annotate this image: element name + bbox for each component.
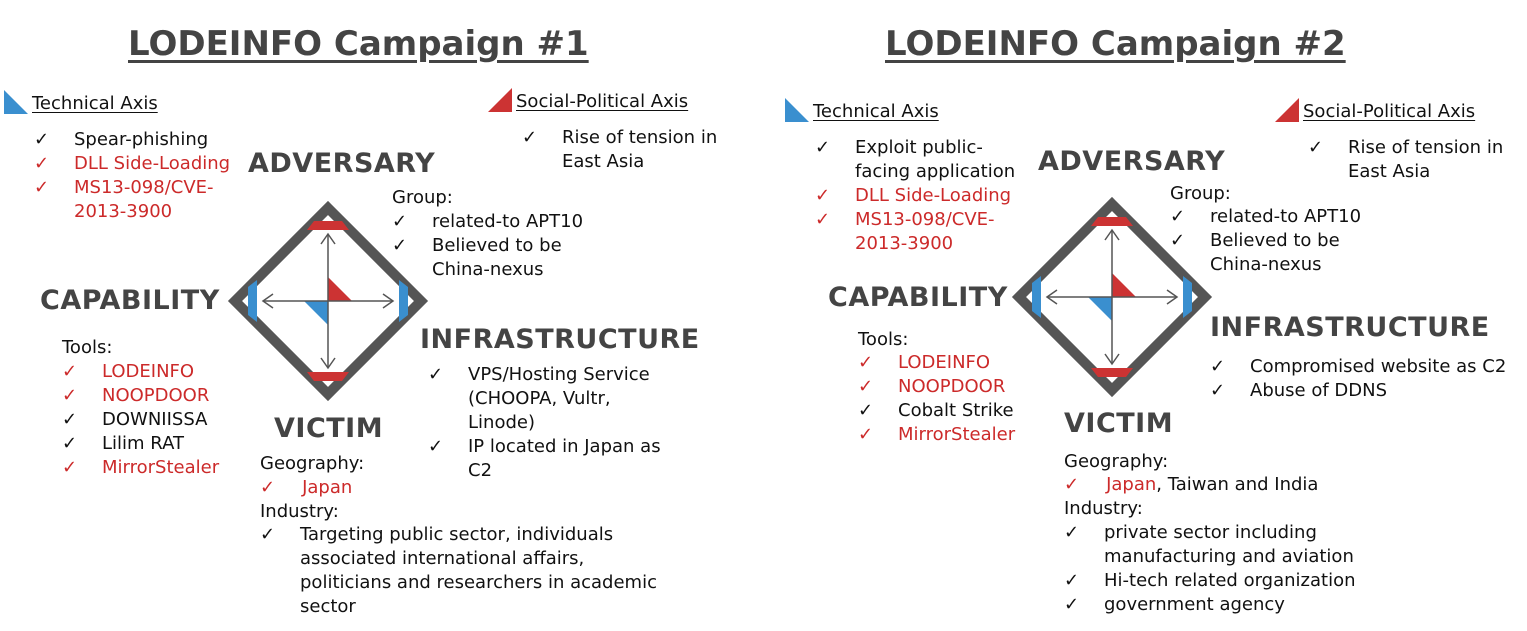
capability-vertex-marker (1032, 276, 1041, 318)
list-item (1308, 136, 1503, 184)
list-item (815, 184, 1015, 208)
check-mark: ✓ (34, 153, 50, 174)
check-mark: ✓ (34, 177, 50, 198)
blue-triangle-icon (4, 90, 28, 114)
list-item (815, 136, 1015, 184)
check-mark: ✓ (1064, 570, 1080, 591)
infrastructure-vertex-marker (1183, 276, 1192, 318)
adversary-group-label: Group: (392, 187, 453, 208)
adversary-vertex-marker (1091, 217, 1133, 226)
check-mark: ✓ (815, 209, 831, 230)
list-item (34, 176, 230, 224)
check-mark: ✓ (392, 235, 408, 256)
diamond-model-diagram (1015, 200, 1209, 394)
list-item (428, 363, 661, 435)
industry-label: Industry: (1064, 498, 1143, 519)
list-item-text: Compromised website as C2 (1250, 356, 1507, 377)
technical-axis-legend (785, 98, 939, 122)
panel-title: LODEINFO Campaign #1 (128, 24, 589, 64)
technical-axis-label: Technical Axis (813, 101, 939, 122)
adversary-vertex-marker (307, 221, 349, 230)
list-item-text: Abuse of DDNS (1250, 380, 1388, 401)
check-mark: ✓ (392, 211, 408, 232)
check-mark: ✓ (428, 436, 444, 457)
list-item-text: LODEINFO (898, 352, 991, 373)
red-triangle-icon (1275, 98, 1299, 122)
check-mark: ✓ (1170, 206, 1186, 227)
list-item (62, 384, 219, 408)
infrastructure-label: INFRASTRUCTURE (1210, 312, 1490, 343)
list-item (858, 399, 1015, 423)
check-mark: ✓ (858, 376, 874, 397)
list-item (260, 523, 657, 619)
tools-label: Tools: (62, 337, 113, 358)
technical-list (34, 128, 230, 224)
victim-vertex-marker (1091, 368, 1133, 377)
list-item-text: LODEINFO (102, 361, 195, 382)
victim-label: VICTIM (274, 413, 384, 444)
list-item (1064, 569, 1356, 593)
social-list (522, 126, 717, 174)
geography-line (260, 476, 352, 500)
geography-label: Geography: (1064, 451, 1169, 472)
blue-triangle-icon (785, 98, 809, 122)
list-item (858, 375, 1015, 399)
adversary-group-label: Group: (1170, 183, 1231, 204)
list-item-text: DOWNIISSA (102, 409, 208, 430)
list-item (858, 423, 1015, 447)
social-axis-label: Social-Political Axis (516, 91, 689, 112)
check-mark: ✓ (815, 137, 831, 158)
list-item (34, 152, 230, 176)
victim-label: VICTIM (1064, 408, 1174, 439)
list-item (62, 408, 219, 432)
technical-list (815, 136, 1015, 256)
infrastructure-label: INFRASTRUCTURE (420, 324, 700, 355)
check-mark: ✓ (62, 361, 78, 382)
social-political-axis-triangle (328, 277, 352, 301)
list-item (34, 128, 230, 152)
check-mark: ✓ (62, 385, 78, 406)
check-mark: ✓ (34, 129, 50, 150)
check-mark: ✓ (260, 477, 276, 498)
list-item-text: Hi-tech related organization (1104, 570, 1356, 591)
list-item (858, 351, 1015, 375)
check-mark: ✓ (62, 457, 78, 478)
capability-label: CAPABILITY (828, 282, 1008, 313)
social-political-axis-triangle (1112, 273, 1136, 297)
check-mark: ✓ (1064, 522, 1080, 543)
capability-label: CAPABILITY (40, 285, 220, 316)
check-mark: ✓ (522, 127, 538, 148)
list-item-text: NOOPDOOR (102, 385, 210, 406)
check-mark: ✓ (858, 424, 874, 445)
list-item-text: Believed to be China-nexus (1210, 230, 1340, 275)
technical-axis-triangle (1088, 297, 1112, 321)
adversary-label: ADVERSARY (248, 148, 436, 179)
check-mark: ✓ (62, 409, 78, 430)
list-item-text: NOOPDOOR (898, 376, 1006, 397)
industry-label: Industry: (260, 501, 339, 522)
list-item-text: Exploit public- facing application (855, 137, 1016, 182)
list-item-text: Rise of tension in East Asia (562, 127, 718, 172)
victim-vertex-marker (307, 372, 349, 381)
list-item (1210, 379, 1506, 403)
list-item-text: government agency (1104, 594, 1285, 615)
diamond-model-diagram (231, 204, 425, 398)
list-item-text: DLL Side-Loading (855, 185, 1012, 206)
infrastructure-list (1210, 355, 1506, 403)
check-mark: ✓ (1170, 230, 1186, 251)
check-mark: ✓ (428, 364, 444, 385)
list-item-text: MirrorStealer (102, 457, 220, 478)
social-axis-legend (488, 88, 688, 112)
check-mark: ✓ (858, 352, 874, 373)
technical-axis-legend (4, 90, 158, 114)
geography-label: Geography: (260, 453, 365, 474)
check-mark: ✓ (1308, 137, 1324, 158)
list-item (62, 432, 219, 456)
list-item (1210, 355, 1506, 379)
list-item-text: IP located in Japan as C2 (468, 436, 661, 481)
geography-rest: , Taiwan and India (1156, 474, 1319, 495)
list-item (1064, 593, 1356, 617)
list-item (815, 208, 1015, 256)
tools-label: Tools: (858, 329, 909, 350)
red-triangle-icon (488, 88, 512, 112)
technical-axis-label: Technical Axis (32, 93, 158, 114)
industry-list (1064, 521, 1356, 617)
industry-list (260, 523, 657, 619)
list-item (1064, 521, 1356, 569)
geography-country: Japan (302, 477, 353, 498)
technical-axis-triangle (304, 301, 328, 325)
list-item-text: MS13-098/CVE- 2013-3900 (855, 209, 995, 254)
infrastructure-vertex-marker (399, 280, 408, 322)
social-list (1308, 136, 1503, 184)
list-item-text: MirrorStealer (898, 424, 1016, 445)
panel-title: LODEINFO Campaign #2 (885, 24, 1346, 64)
list-item (428, 435, 661, 483)
check-mark: ✓ (1064, 594, 1080, 615)
list-item (62, 456, 219, 480)
list-item-text: Lilim RAT (102, 433, 184, 454)
list-item-text: related-to APT10 (432, 211, 584, 232)
adversary-label: ADVERSARY (1038, 146, 1226, 177)
infrastructure-list (428, 363, 661, 483)
geography-country: Japan (1106, 474, 1157, 495)
check-mark: ✓ (62, 433, 78, 454)
check-mark: ✓ (858, 400, 874, 421)
list-item-text: Rise of tension in East Asia (1348, 137, 1504, 182)
check-mark: ✓ (260, 524, 276, 545)
list-item-text: private sector including manufacturing and aviation (1104, 522, 1354, 567)
list-item-text: VPS/Hosting Service (CHOOPA, Vultr, Linode) (468, 364, 650, 433)
check-mark: ✓ (815, 185, 831, 206)
tools-list (858, 351, 1015, 447)
capability-vertex-marker (248, 280, 257, 322)
list-item-text: Spear-phishing (74, 129, 209, 150)
list-item-text: related-to APT10 (1210, 206, 1362, 227)
list-item (522, 126, 717, 174)
social-axis-label: Social-Political Axis (1303, 101, 1476, 122)
check-mark: ✓ (1210, 380, 1226, 401)
list-item (62, 360, 219, 384)
list-item-text: Believed to be China-nexus (432, 235, 562, 280)
geography-line (1064, 473, 1318, 497)
list-item-text: MS13-098/CVE- 2013-3900 (74, 177, 214, 222)
list-item-text: Cobalt Strike (898, 400, 1014, 421)
tools-list (62, 360, 219, 480)
check-mark: ✓ (1064, 474, 1080, 495)
list-item-text: Targeting public sector, individuals associated international affairs, politicians and researchers in academic sector (300, 524, 657, 617)
list-item-text: DLL Side-Loading (74, 153, 231, 174)
social-axis-legend (1275, 98, 1475, 122)
check-mark: ✓ (1210, 356, 1226, 377)
